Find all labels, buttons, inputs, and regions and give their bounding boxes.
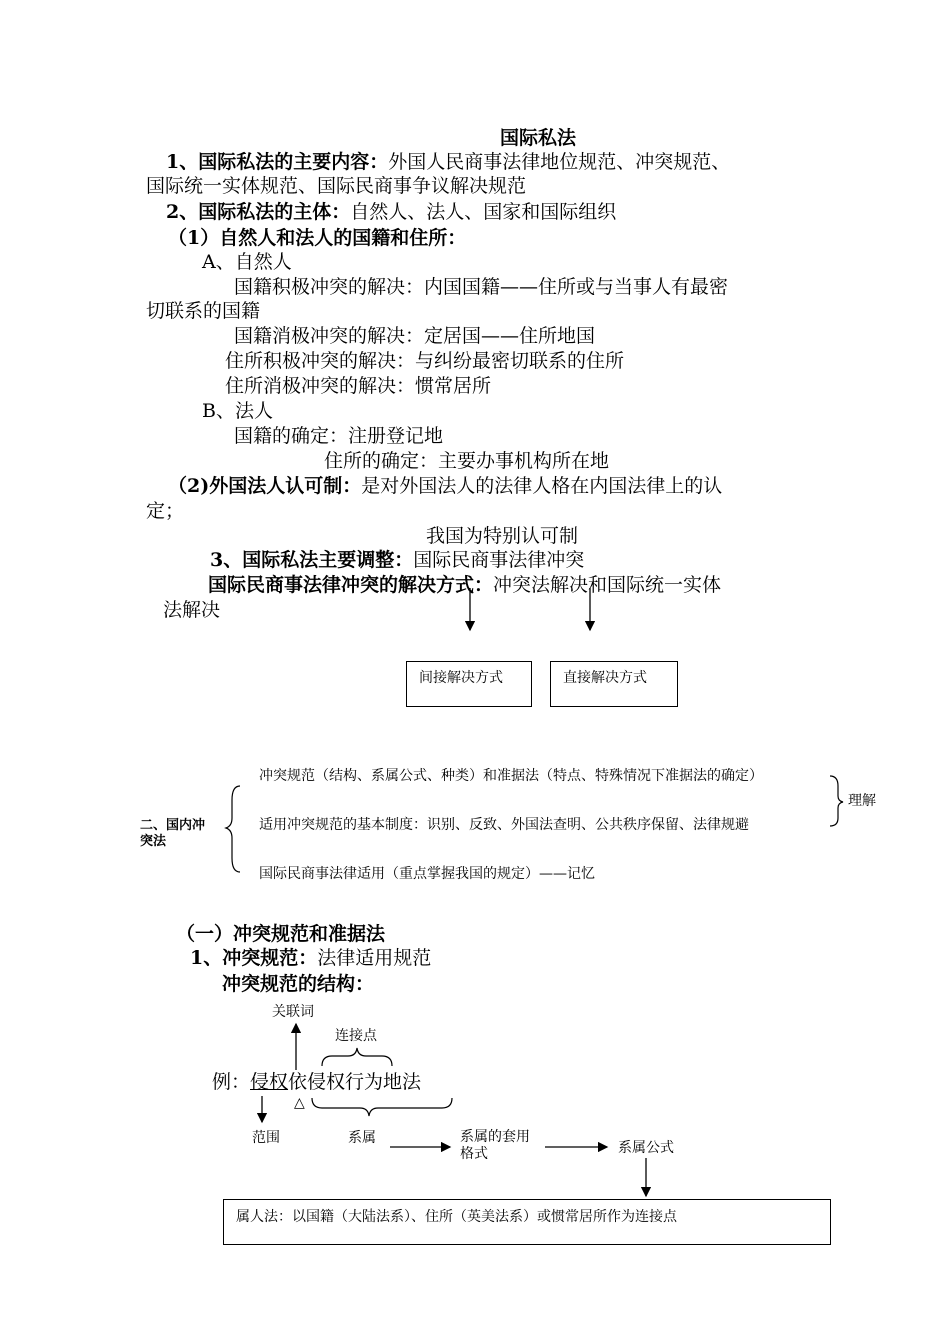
section-2-2-head: （2)外国法人认可制： [168,475,362,497]
format-label-1: 系属的套用 [460,1129,530,1145]
keyword-label: 关联词 [272,1004,314,1020]
triangle-mark: △ [294,1095,305,1111]
section-2-2-text2: 定； [146,500,185,522]
indirect-method-label: 间接解决方式 [419,670,503,686]
structure-label: 冲突规范的结构： [222,973,375,995]
section-3-num: 3、 [210,549,243,571]
section-2-text: 自然人、法人、国家和国际组织 [350,201,617,223]
section-1-text2: 国际统一实体规范、国际民商事争议解决规范 [146,175,527,197]
section-2-2-text1: 是对外国法人的法律人格在内国法律上的认 [361,475,723,497]
example-prefix: 例： [212,1071,251,1093]
connect-brace [322,1048,392,1066]
attribution-label: 系属 [348,1130,376,1146]
section-1-head: 国际私法的主要内容： [198,151,389,173]
nationality-positive-2: 切联系的国籍 [146,300,261,322]
section-1-num: 1、 [166,151,199,173]
section-3-text2a: 冲突法解决和国际统一实体 [493,574,722,596]
example-scope: 侵权 [250,1071,289,1093]
sub1-item-text: 法律适用规范 [317,947,432,969]
sub1-head: （一）冲突规范和准据法 [176,923,386,945]
natural-person-label: A、自然人 [202,251,292,273]
understand-label: 理解 [848,793,876,809]
right-brace [830,776,843,826]
legal-person-domicile: 住所的确定：主要办事机构所在地 [324,450,610,472]
attribution-brace [312,1098,452,1116]
part2-item-1: 冲突规范（结构、系属公式、种类）和准据法（特点、特殊情况下准据法的确定） [259,768,763,784]
part2-label-1: 二、国内冲 [140,818,206,833]
section-2-2-text3: 我国为特别认可制 [426,525,579,547]
section-1-text1: 外国人民商事法律地位规范、冲突规范、 [388,151,731,173]
section-3-head: 国际私法主要调整： [242,549,414,571]
left-brace [226,786,240,872]
domicile-positive: 住所积极冲突的解决：与纠纷最密切联系的住所 [225,350,625,372]
part2-item-2: 适用冲突规范的基本制度：识别、反致、外国法查明、公共秩序保留、法律规避 [259,817,749,833]
nationality-negative: 国籍消极冲突的解决：定居国——住所地国 [234,325,596,347]
part2-label-2: 突法 [140,834,167,849]
format-label-2: 格式 [460,1146,488,1162]
scope-label: 范围 [252,1130,280,1146]
direct-method-label: 直接解决方式 [563,670,647,686]
nationality-positive-1: 国籍积极冲突的解决：内国国籍——住所或与当事人有最密 [234,276,729,298]
domicile-negative: 住所消极冲突的解决：惯常居所 [225,375,492,397]
section-3-text: 国际民商事法律冲突 [413,549,585,571]
sub1-item-num: 1、 [190,947,223,969]
sub1-item-head: 冲突规范： [222,947,318,969]
section-2-1-head: （1）自然人和法人的国籍和住所： [168,227,467,249]
page-title: 国际私法 [500,127,577,149]
formula-label: 系属公式 [618,1140,674,1156]
section-2-num: 2、 [166,201,199,223]
personal-law-text: 属人法：以国籍（大陆法系）、住所（英美法系）或惯常居所作为连接点 [236,1209,677,1225]
legal-person-nationality: 国籍的确定：注册登记地 [234,425,444,447]
connect-label: 连接点 [335,1028,377,1044]
part2-item-3: 国际民商事法律适用（重点掌握我国的规定）——记忆 [259,866,595,882]
section-3-head2: 国际民商事法律冲突的解决方式： [208,574,494,596]
section-2-head: 国际私法的主体： [198,201,351,223]
legal-person-label: B、法人 [202,400,273,422]
example-rest: 依侵权行为地法 [288,1071,422,1093]
section-3-text2b: 法解决 [163,599,221,621]
